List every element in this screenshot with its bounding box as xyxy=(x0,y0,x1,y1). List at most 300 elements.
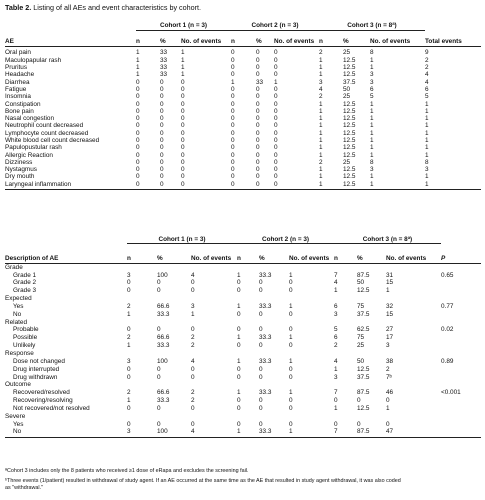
value-cell: 0 xyxy=(289,404,293,412)
value-cell: 37.5 xyxy=(357,310,370,318)
p-value-cell xyxy=(441,397,481,405)
value-cell: 0 xyxy=(127,373,131,381)
p-value-cell: 0.02 xyxy=(441,326,454,334)
row-label: No xyxy=(13,310,22,318)
ae-name-cell: Pruritus xyxy=(5,64,28,72)
value-cell: 0 xyxy=(274,49,278,57)
value-cell: 0 xyxy=(289,310,293,318)
value-cell: 1 xyxy=(386,404,390,412)
value-cell: 1 xyxy=(181,64,185,72)
value-cell: 5 xyxy=(334,326,338,334)
table-row xyxy=(5,86,481,93)
value-cell: 4 xyxy=(191,429,237,437)
value-cell: 1 xyxy=(319,151,323,159)
value-cell: 7 xyxy=(334,271,338,279)
value-cell: 1 xyxy=(370,181,425,189)
cohort-group-row xyxy=(5,233,481,244)
row-label: Grade 2 xyxy=(13,279,37,287)
value-cell: 5 xyxy=(425,93,429,101)
value-cell: 0 xyxy=(160,137,164,144)
value-cell: 1 xyxy=(425,115,429,123)
value-cell: 0 xyxy=(256,122,260,130)
value-cell: 0 xyxy=(181,122,185,130)
value-cell: 0 xyxy=(136,93,140,101)
row-label: Grade 1 xyxy=(13,271,37,279)
value-cell: 0 xyxy=(160,158,164,166)
pct-header: % xyxy=(160,31,181,47)
row-label: Unlikely xyxy=(13,342,36,350)
value-cell: 7 xyxy=(334,429,357,437)
value-cell: 4 xyxy=(334,357,338,365)
ae-name-cell: Laryngeal inflammation xyxy=(5,181,136,189)
value-cell: 33.3 xyxy=(259,389,272,397)
ae-name-cell: Bone pain xyxy=(5,107,34,115)
value-cell: 0 xyxy=(231,144,235,152)
value-cell: 1 xyxy=(334,404,338,412)
value-cell: 0 xyxy=(231,100,235,108)
value-cell: 0 xyxy=(181,173,185,181)
value-cell: 1 xyxy=(237,302,241,310)
value-cell: 50 xyxy=(357,357,365,365)
value-cell: 1 xyxy=(319,173,323,181)
value-cell: 4 xyxy=(191,357,195,365)
p-value-header: P xyxy=(441,244,481,264)
value-cell: 32 xyxy=(386,302,394,310)
value-cell: 0 xyxy=(160,144,164,152)
value-cell: 0 xyxy=(274,122,278,130)
value-cell: 1 xyxy=(370,107,374,115)
ae-name-cell: White blood cell count decreased xyxy=(5,137,100,144)
row-label: Possible xyxy=(13,334,38,342)
cohort-2-group: Cohort 2 (n = 3) xyxy=(237,233,334,244)
row-label: Yes xyxy=(13,420,24,428)
value-cell: 0 xyxy=(136,166,140,174)
ae-name-cell: Headache xyxy=(5,71,35,79)
table-row xyxy=(5,390,481,398)
value-cell: 1 xyxy=(237,334,241,342)
value-cell: 33 xyxy=(160,71,168,79)
value-cell: 0 xyxy=(191,404,195,412)
ae-listing-table xyxy=(5,22,481,190)
value-cell: 1 xyxy=(425,173,429,181)
value-cell: 9 xyxy=(425,49,429,57)
value-cell: 0 xyxy=(127,279,131,287)
cohort-group-row xyxy=(5,22,481,31)
value-cell: 12.5 xyxy=(357,365,370,373)
value-cell: 1 xyxy=(237,389,241,397)
value-cell: 6 xyxy=(370,85,374,93)
value-cell: 0 xyxy=(231,107,235,115)
value-cell: 4 xyxy=(191,271,195,279)
value-cell: 0 xyxy=(237,287,241,295)
value-cell: 1 xyxy=(386,287,390,295)
p-value-cell xyxy=(441,335,481,343)
value-cell: 12.5 xyxy=(343,151,356,159)
value-cell: 0 xyxy=(160,115,164,123)
value-cell: 0 xyxy=(231,71,235,79)
value-cell: 0 xyxy=(357,397,361,405)
value-cell: 2 xyxy=(386,365,390,373)
value-cell: 33 xyxy=(160,64,168,72)
value-cell: 0 xyxy=(259,326,263,334)
value-cell: 2 xyxy=(191,342,195,350)
table-row xyxy=(5,280,481,288)
row-label: Recovering/resolving xyxy=(13,397,73,405)
value-cell: 1 xyxy=(319,122,323,130)
value-cell: 0 xyxy=(157,404,161,412)
value-cell: 0 xyxy=(259,279,263,287)
value-cell: 33 xyxy=(160,49,168,57)
ae-name-cell: Maculopapular rash xyxy=(5,56,62,64)
value-cell: 1 xyxy=(370,56,374,64)
footnote-b-continued: as "withdrawal." xyxy=(5,485,43,491)
value-cell: 1 xyxy=(425,137,429,144)
ae-header: AE xyxy=(5,31,136,47)
table-row xyxy=(5,335,481,343)
value-cell: 31 xyxy=(386,271,394,279)
ae-name-cell: Nystagmus xyxy=(5,166,37,174)
value-cell: 0 xyxy=(237,326,241,334)
value-cell: 1 xyxy=(319,144,323,152)
section-label: Expected xyxy=(5,295,32,303)
n-header: n xyxy=(127,244,157,264)
table-row xyxy=(5,57,481,64)
value-cell: 0 xyxy=(181,93,185,101)
table-row xyxy=(5,79,481,86)
value-cell: 0 xyxy=(259,310,263,318)
ae-name-cell: Dizziness xyxy=(5,158,33,166)
value-cell: 2 xyxy=(191,389,195,397)
value-cell: 0 xyxy=(181,85,185,93)
value-cell: 0 xyxy=(127,420,131,428)
value-cell: 1 xyxy=(289,334,293,342)
value-cell: 0 xyxy=(256,115,260,123)
event-characteristics-table xyxy=(5,233,481,438)
value-cell: 100 xyxy=(157,429,191,437)
table-row xyxy=(5,167,481,174)
pct-header: % xyxy=(343,31,370,47)
value-cell: 0 xyxy=(256,166,260,174)
value-cell: 0 xyxy=(136,85,140,93)
value-cell: 33.3 xyxy=(259,334,272,342)
ae-name-cell: Constipation xyxy=(5,100,41,108)
table-row xyxy=(5,72,481,79)
value-cell: 0 xyxy=(136,78,140,86)
n-header: n xyxy=(334,244,357,264)
value-cell: 0 xyxy=(191,279,195,287)
value-cell: 33.3 xyxy=(157,342,170,350)
p-value-cell xyxy=(441,311,481,319)
value-cell: 0 xyxy=(274,71,278,79)
value-cell: 0 xyxy=(160,122,164,130)
value-cell: 4 xyxy=(319,85,323,93)
value-cell: 1 xyxy=(289,271,293,279)
row-label: Not recovered/not resolved xyxy=(13,404,90,412)
value-cell: 2 xyxy=(191,397,195,405)
value-cell: 1 xyxy=(191,310,195,318)
pct-header: % xyxy=(357,244,386,264)
value-cell: 0 xyxy=(136,173,140,181)
value-cell: 0 xyxy=(157,326,161,334)
value-cell: 12.5 xyxy=(343,115,356,123)
value-cell: 4 xyxy=(425,78,429,86)
ae-name-cell: Lymphocyte count decreased xyxy=(5,129,89,137)
table-row xyxy=(5,303,481,311)
value-cell: 1 xyxy=(136,64,140,72)
value-cell: 0 xyxy=(160,107,164,115)
value-cell: 1 xyxy=(289,389,293,397)
value-cell: 2 xyxy=(319,158,323,166)
n-header: n xyxy=(231,31,256,47)
value-cell: 0 xyxy=(274,166,278,174)
value-cell: 0 xyxy=(231,115,235,123)
footnote-a: ªCohort 3 includes only the 8 patients who received ≥1 dose of eRapa and excludes the screening fail. xyxy=(5,468,249,474)
value-cell: 0 xyxy=(231,64,235,72)
value-cell: 0 xyxy=(127,326,131,334)
value-cell: 3 xyxy=(127,429,157,437)
value-cell: 62.5 xyxy=(357,326,370,334)
value-cell: 1 xyxy=(334,287,338,295)
table-row xyxy=(5,94,481,101)
value-cell: 0 xyxy=(181,151,185,159)
value-cell: 0 xyxy=(136,181,160,189)
value-cell: 0 xyxy=(237,279,241,287)
value-cell: 33.3 xyxy=(259,429,289,437)
value-cell: 33.3 xyxy=(259,357,272,365)
value-cell: 12.5 xyxy=(343,107,356,115)
value-cell: 0 xyxy=(334,397,338,405)
table-row xyxy=(5,152,481,159)
table-row xyxy=(5,159,481,166)
n-header: n xyxy=(237,244,259,264)
table-row xyxy=(5,101,481,108)
value-cell: 47 xyxy=(386,429,441,437)
value-cell: 0 xyxy=(274,129,278,137)
value-cell: 0 xyxy=(181,144,185,152)
value-cell: 1 xyxy=(136,71,140,79)
table-row xyxy=(5,145,481,152)
value-cell: 0 xyxy=(259,365,263,373)
events-header: No. of events xyxy=(181,31,231,47)
value-cell: 1 xyxy=(319,129,323,137)
value-cell: 0 xyxy=(160,129,164,137)
value-cell: 12.5 xyxy=(357,287,370,295)
value-cell: 0 xyxy=(256,137,260,144)
value-cell: 0 xyxy=(259,373,263,381)
section-row xyxy=(5,264,481,272)
value-cell: 12.5 xyxy=(343,56,356,64)
value-cell: 0 xyxy=(274,144,278,152)
value-cell: 33 xyxy=(160,56,168,64)
value-cell: 33 xyxy=(256,78,264,86)
value-cell: 1 xyxy=(181,71,185,79)
value-cell: 0 xyxy=(160,100,164,108)
value-cell: 12.5 xyxy=(343,137,356,144)
value-cell: 1 xyxy=(289,357,293,365)
value-cell: 38 xyxy=(386,357,394,365)
value-cell: 0 xyxy=(357,420,361,428)
p-value-cell xyxy=(441,405,481,413)
value-cell: 0 xyxy=(256,181,274,189)
value-cell: 12.5 xyxy=(343,64,356,72)
value-cell: 75 xyxy=(357,302,365,310)
value-cell: 0 xyxy=(256,56,260,64)
value-cell: 0 xyxy=(181,115,185,123)
section-row xyxy=(5,319,481,327)
table-row xyxy=(5,65,481,72)
table-row xyxy=(5,374,481,382)
value-cell: 1 xyxy=(370,151,374,159)
value-cell: 3 xyxy=(425,166,429,174)
table-row xyxy=(5,327,481,335)
table-row xyxy=(5,421,481,429)
value-cell: 5 xyxy=(370,93,374,101)
ae-name-cell: Insomnia xyxy=(5,93,31,101)
p-value-cell xyxy=(441,374,481,382)
value-cell: 0 xyxy=(289,342,293,350)
value-cell: 0 xyxy=(136,100,140,108)
value-cell: 0 xyxy=(160,78,164,86)
value-cell: 0 xyxy=(191,373,195,381)
value-cell: 2 xyxy=(319,93,323,101)
characteristics-table-body xyxy=(5,264,481,438)
value-cell: 0 xyxy=(256,64,260,72)
cohort-1-group: Cohort 1 (n = 3) xyxy=(127,233,237,244)
ae-name-cell: Dry mouth xyxy=(5,173,35,181)
value-cell: 3 xyxy=(370,71,374,79)
value-cell: 0 xyxy=(274,173,278,181)
value-cell: 3 xyxy=(386,342,390,350)
value-cell: 4 xyxy=(425,71,429,79)
value-cell: 1 xyxy=(370,64,374,72)
value-cell: 1 xyxy=(319,100,323,108)
value-cell: 8 xyxy=(370,49,374,57)
value-cell: 0 xyxy=(160,173,164,181)
value-cell: 33.3 xyxy=(259,271,272,279)
value-cell: 1 xyxy=(289,302,293,310)
value-cell: 0 xyxy=(289,326,293,334)
value-cell: 0 xyxy=(256,144,260,152)
value-cell: 0 xyxy=(274,115,278,123)
value-cell: 1 xyxy=(319,137,323,144)
value-cell: 12.5 xyxy=(343,166,356,174)
ae-name-cell: Papulopustular rash xyxy=(5,144,62,152)
value-cell: 1 xyxy=(289,429,334,437)
table-row xyxy=(5,47,481,58)
value-cell: 25 xyxy=(357,342,365,350)
n-header: n xyxy=(136,31,160,47)
value-cell: 1 xyxy=(425,129,429,137)
table-row xyxy=(5,181,481,189)
value-cell: 15 xyxy=(386,279,394,287)
value-cell: 3 xyxy=(334,310,338,318)
value-cell: 0 xyxy=(231,93,235,101)
value-cell: 0 xyxy=(181,137,185,144)
value-cell: 3 xyxy=(127,271,131,279)
value-cell: 0 xyxy=(191,287,195,295)
value-cell: 0 xyxy=(136,122,140,130)
value-cell: 0 xyxy=(259,342,263,350)
value-cell: 66.6 xyxy=(157,302,170,310)
value-cell: 1 xyxy=(334,365,338,373)
value-cell: 1 xyxy=(237,271,241,279)
value-cell: 0 xyxy=(136,151,140,159)
value-cell: 33.3 xyxy=(259,302,272,310)
value-cell: 0 xyxy=(136,129,140,137)
table-row xyxy=(5,429,481,437)
p-value-cell: 0.77 xyxy=(441,302,454,310)
value-cell: 0 xyxy=(136,115,140,123)
value-cell: 0 xyxy=(231,158,235,166)
value-cell: 0 xyxy=(256,173,260,181)
ae-name-cell: Nasal congestion xyxy=(5,115,55,123)
value-cell: 0 xyxy=(237,342,241,350)
value-cell: 1 xyxy=(370,173,374,181)
value-cell: 3 xyxy=(319,78,323,86)
p-value-cell xyxy=(441,421,481,429)
value-cell: 0 xyxy=(386,420,390,428)
row-label: Drug interrupted xyxy=(13,365,60,373)
events-header: No. of events xyxy=(386,244,441,264)
value-cell: 1 xyxy=(370,100,374,108)
row-label: No xyxy=(5,429,127,437)
value-cell: 1 xyxy=(319,56,323,64)
value-cell: 0 xyxy=(181,78,185,86)
value-cell: 33.3 xyxy=(157,310,170,318)
value-cell: 0 xyxy=(259,287,263,295)
p-value-cell: 0.65 xyxy=(441,271,454,279)
pct-header: % xyxy=(259,244,289,264)
value-cell: 1 xyxy=(127,342,131,350)
row-label: Probable xyxy=(13,326,39,334)
pct-header: % xyxy=(157,244,191,264)
value-cell: 0 xyxy=(274,181,319,189)
value-cell: 66.6 xyxy=(157,389,170,397)
value-cell: 3 xyxy=(370,78,374,86)
value-cell: 1 xyxy=(136,49,140,57)
section-row xyxy=(5,382,481,390)
section-row xyxy=(5,295,481,303)
events-header: No. of events xyxy=(191,244,237,264)
value-cell: 1 xyxy=(319,71,323,79)
value-cell: 100 xyxy=(157,271,168,279)
value-cell: 75 xyxy=(357,334,365,342)
value-cell: 1 xyxy=(319,64,323,72)
value-cell: 12.5 xyxy=(343,100,356,108)
value-cell: 0 xyxy=(256,100,260,108)
p-value-cell xyxy=(441,366,481,374)
value-cell: 0 xyxy=(191,365,195,373)
value-cell: 3 xyxy=(191,302,195,310)
value-cell: 3 xyxy=(127,357,131,365)
value-cell: 0 xyxy=(136,137,140,144)
value-cell: 25 xyxy=(343,158,351,166)
ae-name-cell: Fatigue xyxy=(5,85,27,93)
section-label: Grade xyxy=(5,263,23,271)
value-cell: 0 xyxy=(231,137,235,144)
value-cell: 37.5 xyxy=(343,78,356,86)
value-cell: 2 xyxy=(334,342,338,350)
value-cell: 0 xyxy=(386,397,390,405)
p-value-cell xyxy=(441,429,481,437)
value-cell: 0 xyxy=(256,93,260,101)
value-cell: 0 xyxy=(157,373,161,381)
value-cell: 0 xyxy=(181,181,231,189)
value-cell: 0 xyxy=(289,287,293,295)
value-cell: 0 xyxy=(127,287,131,295)
value-cell: 0 xyxy=(160,181,181,189)
value-cell: 0 xyxy=(160,151,164,159)
